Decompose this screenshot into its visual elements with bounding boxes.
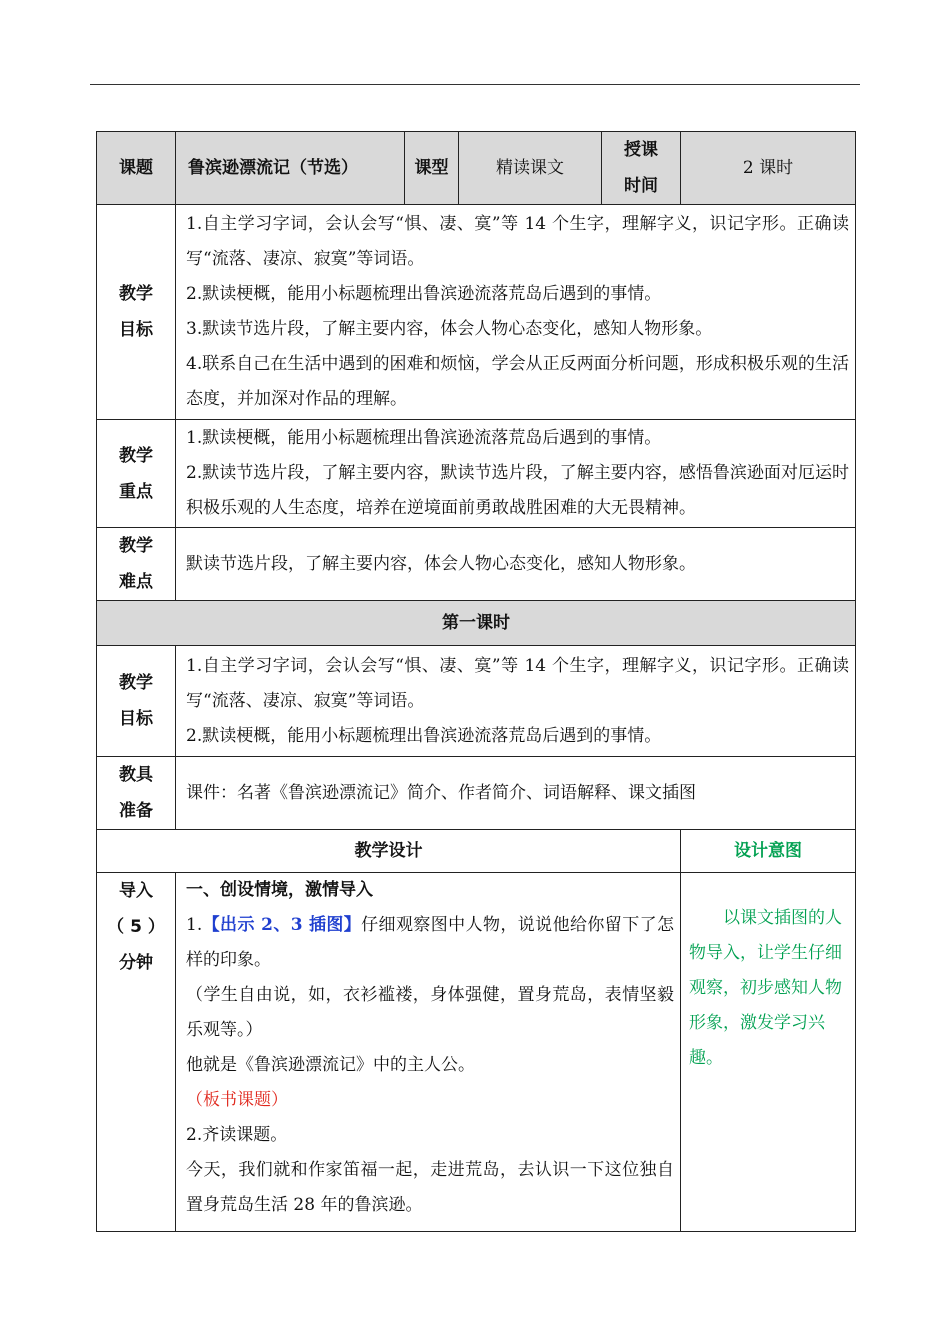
key-points-content	[176, 420, 856, 528]
hours-value: 2 课时	[681, 132, 856, 205]
intro-intent: 以课文插图的人物导入，让学生仔细观察，初步感知人物形象，激发学习兴趣。	[681, 873, 856, 1232]
design-header: 教学设计	[97, 830, 681, 873]
intro-content	[176, 873, 681, 1232]
lesson-goals-row	[97, 646, 856, 757]
intro-row	[97, 873, 856, 1232]
difficulties-label	[97, 528, 176, 601]
goals-row	[97, 205, 856, 420]
intro-label-line1: 导入	[119, 881, 153, 901]
materials-label-line1: 教具	[119, 765, 153, 785]
materials-label-line2: 准备	[119, 801, 153, 821]
step1-tag: 【出示 2、3 插图】	[202, 915, 362, 935]
intro-label-line3: 分钟	[119, 953, 153, 973]
type-value: 精读课文	[459, 132, 602, 205]
key-point-item: 2.默读节选片段，了解主要内容，默读节选片段，了解主要内容，感悟鲁滨逊面对厄运时积极乐观的人生态度，培养在逆境面前勇敢战胜困难的大无畏精神。	[186, 463, 850, 518]
intro-step1	[186, 908, 674, 978]
step1-prefix: 1.	[186, 915, 203, 935]
hours-label	[602, 132, 681, 205]
goal-item: 2.默读梗概，能用小标题梳理出鲁滨逊流落荒岛后遇到的事情。	[186, 284, 662, 304]
header-row	[97, 132, 856, 205]
lesson-title-row	[97, 601, 856, 646]
difficulties-label-line1: 教学	[119, 536, 153, 556]
key-points-label-line2: 重点	[119, 481, 153, 502]
goals-content	[176, 205, 856, 420]
materials-label	[97, 757, 176, 830]
intent-header: 设计意图	[681, 830, 856, 873]
lesson-goal-item: 1.自主学习字词，会认会写“惧、凄、寞”等 14 个生字，理解字义，识记字形。正确读写“流落、凄凉、寂寞”等词语。	[186, 655, 850, 711]
key-points-row	[97, 420, 856, 528]
intro-answer: （学生自由说，如，衣衫褴褛，身体强健，置身荒岛，表情坚毅乐观等。）	[186, 985, 674, 1040]
design-header-row	[97, 830, 856, 873]
difficulties-label-line2: 难点	[119, 572, 153, 592]
materials-content: 课件：名著《鲁滨逊漂流记》简介、作者简介、词语解释、课文插图	[176, 757, 856, 830]
goal-item: 1.自主学习字词，会认会写“惧、凄、寞”等 14 个生字，理解字义，识记字形。正确读写“流落、凄凉、寂寞”等词语。	[186, 214, 850, 269]
hours-label-line1: 授课	[624, 140, 658, 160]
lesson-plan-table	[96, 131, 856, 1232]
goals-label-line1: 教学	[119, 284, 153, 304]
lesson-goal-item: 2.默读梗概，能用小标题梳理出鲁滨逊流落荒岛后遇到的事情。	[186, 725, 662, 746]
step1-text: 仔细观察图中人物，说说他给你留下了怎样的印象。	[186, 915, 674, 970]
key-point-item: 1.默读梗概，能用小标题梳理出鲁滨逊流落荒岛后遇到的事情。	[186, 428, 662, 448]
topic-label: 课题	[97, 132, 176, 205]
topic-value: 鲁滨逊漂流记（节选）	[176, 132, 405, 205]
intro-label	[97, 873, 176, 1232]
intro-line5: 今天，我们就和作家笛福一起，走进荒岛，去认识一下这位独自置身荒岛生活 28 年的鲁滨逊。	[186, 1160, 674, 1215]
difficulties-row	[97, 528, 856, 601]
key-points-label-line1: 教学	[119, 445, 153, 466]
difficulties-content: 默读节选片段，了解主要内容，体会人物心态变化，感知人物形象。	[176, 528, 856, 601]
materials-row	[97, 757, 856, 830]
goal-item: 3.默读节选片段，了解主要内容，体会人物心态变化，感知人物形象。	[186, 319, 713, 339]
lesson-goals-label-line1: 教学	[119, 673, 153, 693]
key-points-label	[97, 420, 176, 528]
header-rule	[90, 84, 860, 85]
goals-label-line2: 目标	[119, 320, 153, 340]
intro-board-note: （板书课题）	[186, 1090, 288, 1110]
hours-label-line2: 时间	[624, 176, 658, 196]
lesson-title: 第一课时	[97, 601, 856, 646]
intro-heading: 一、创设情境，激情导入	[186, 880, 373, 900]
goal-item: 4.联系自己在生活中遇到的困难和烦恼，学会从正反两面分析问题，形成积极乐观的生活态度，并加深对作品的理解。	[186, 354, 850, 409]
lesson-goals-label-line2: 目标	[119, 709, 153, 729]
lesson-goals-label	[97, 646, 176, 757]
lesson-goals-content	[176, 646, 856, 757]
intro-line3: 他就是《鲁滨逊漂流记》中的主人公。	[186, 1055, 475, 1075]
intro-step2: 2.齐读课题。	[186, 1125, 288, 1145]
goals-label	[97, 205, 176, 420]
type-label: 课型	[405, 132, 459, 205]
intro-label-line2: （ 5 ）	[107, 917, 165, 937]
